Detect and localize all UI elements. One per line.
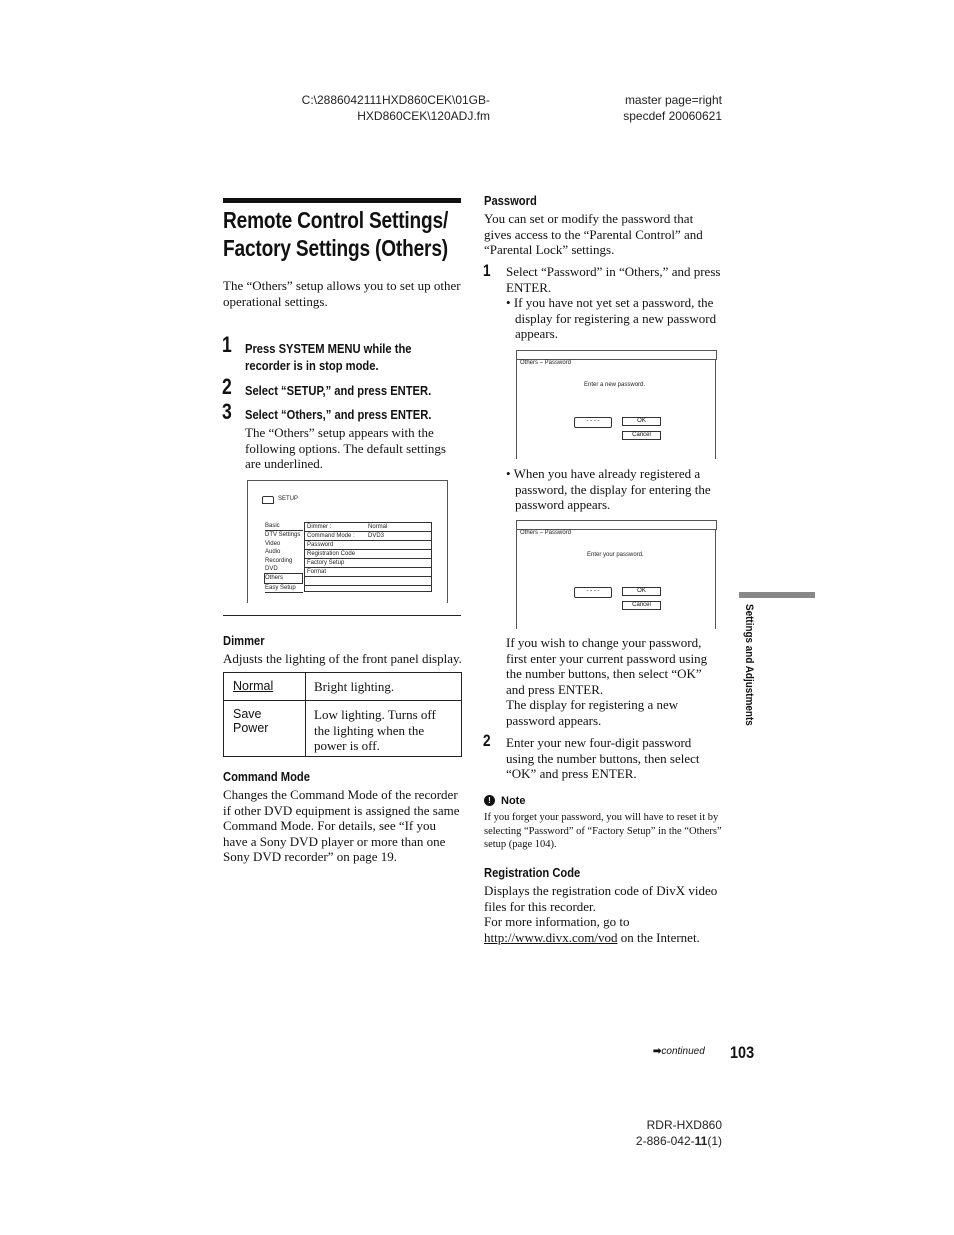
part-code (560, 1133, 722, 1149)
bullet1-text: If you have not yet set a password, the display for registering a new password appears. (513, 295, 717, 342)
command-mode-heading: Command Mode (223, 769, 310, 784)
master-line1: master page=right (624, 93, 722, 107)
registration-more (484, 914, 716, 945)
step-number: 2 (222, 374, 232, 399)
change-password-text2: The display for registering a new password appears. (506, 697, 679, 728)
setup-options (304, 522, 432, 592)
password-entry-field[interactable] (574, 417, 612, 428)
cancel-button[interactable]: Cancel (622, 601, 661, 610)
section-rule (223, 615, 461, 616)
file-path-line1: C:\2886042111HXD860CEK\01GB- (301, 93, 490, 107)
password-heading: Password (484, 193, 537, 208)
step-text: Select “Others,” and press ENTER. (245, 407, 432, 422)
option-blank (305, 577, 431, 586)
page-title (223, 206, 448, 262)
step3-detail: The “Others” setup appears with the following options. The default settings are underlined. (245, 425, 446, 472)
password-entry-field[interactable] (574, 587, 612, 598)
title-rule (223, 198, 461, 203)
ok-button[interactable]: OK (622, 417, 661, 426)
note-label: Note (501, 795, 526, 807)
side-tab-bar (739, 592, 815, 598)
menu-item-video: Video (265, 540, 281, 547)
registration-desc: Displays the registration code of DivX video files for this recorder. (484, 883, 718, 914)
password-dialog-new (516, 350, 716, 460)
password-step1: Select “Password” in “Others,” and press ENTER. (506, 264, 721, 295)
side-tab (743, 604, 757, 734)
step-text: Press SYSTEM MENU while the recorder is in stop mode. (245, 341, 412, 373)
intro-text: The “Others” setup allows you to set up other operational settings. (223, 278, 461, 309)
step-number: 1 (483, 261, 491, 280)
registration-heading: Registration Code (484, 865, 581, 880)
dialog-prompt: Enter your password. (587, 552, 644, 558)
code-suffix: (1) (707, 1134, 722, 1148)
option-command-value: DVD3 (368, 533, 385, 539)
dimmer-table (223, 672, 462, 757)
password-dialog-enter (516, 520, 716, 630)
desc-cell: Low lighting. Turns off the lighting when the power is off. (306, 701, 462, 757)
continued-label (653, 1046, 705, 1057)
password-entry-value: - - - - (586, 418, 600, 424)
menu-item-dvd: DVD (265, 566, 278, 573)
option-factory: Factory Setup (305, 559, 431, 568)
file-path (240, 92, 490, 124)
divx-link[interactable]: http://www.divx.com/vod (484, 929, 618, 945)
option-format: Format (305, 568, 431, 577)
command-mode-desc: Changes the Command Mode of the recorder if other DVD equipment is assigned the same Command Mode. For details, see “If you have a Sony DVD player or more than one Sony DVD recorder” on page 19. (223, 787, 460, 865)
model-number: RDR-HXD860 (646, 1118, 722, 1132)
step-number: 2 (483, 731, 491, 750)
password-entry-value: - - - - (586, 588, 600, 594)
option-dimmer-value: Normal (368, 524, 388, 530)
continued-text: continued (661, 1046, 705, 1057)
password-bullet2: • When you have already registered a password, the display for entering the password appears. (506, 466, 711, 513)
dialog-left-border (516, 529, 517, 629)
title-line2: Factory Settings (Others) (223, 235, 448, 261)
menu-item-audio: Audio (265, 549, 281, 556)
more-suffix: on the Internet. (617, 929, 700, 945)
desc-cell: Bright lighting. (306, 673, 462, 701)
step-number: 3 (222, 399, 232, 424)
ok-button[interactable]: OK (622, 587, 661, 596)
option-save-power: Save Power (233, 707, 269, 735)
arrow-right-icon: ➡ (653, 1046, 662, 1057)
table-row (224, 673, 462, 701)
option-command-label: Command Mode : (307, 533, 355, 539)
option-command-mode (305, 532, 431, 541)
cancel-button[interactable]: Cancel (622, 431, 661, 440)
file-path-line2: HXD860CEK\120ADJ.fm (357, 109, 490, 123)
bullet2-text: When you have already registered a password, the display for entering the password appears. (513, 466, 711, 513)
step-number: 1 (222, 332, 232, 357)
option-dimmer (305, 523, 431, 532)
password-bullet1: • If you have not yet set a password, the display for registering a new password appears. (506, 295, 717, 342)
menu-item-basic: Basic (265, 522, 303, 531)
master-page-info (560, 92, 722, 124)
option-normal: Normal (233, 679, 274, 693)
page-number: 103 (730, 1043, 755, 1062)
option-password: Password (305, 541, 431, 550)
dialog-title: Others – Password (520, 530, 572, 536)
dialog-right-border (715, 529, 716, 629)
dialog-right-border (715, 359, 716, 459)
note-text: If you forget your password, you will have to reset it by selecting “Password” of “Factory Setup” in the “Others” setup (page 104). (484, 812, 722, 850)
toolbox-icon (262, 496, 274, 504)
dialog-title: Others – Password (520, 360, 572, 366)
side-tab-label: Settings and Adjustments (743, 604, 755, 726)
dimmer-desc: Adjusts the lighting of the front panel display. (223, 651, 462, 666)
master-line2: specdef 20060621 (623, 109, 722, 123)
option-registration: Registration Code (305, 550, 431, 559)
setup-menu (265, 522, 303, 593)
step-text: Select “SETUP,” and press ENTER. (245, 383, 432, 398)
dimmer-heading: Dimmer (223, 633, 265, 648)
title-line1: Remote Control Settings/ (223, 207, 449, 233)
table-row (224, 701, 462, 757)
code-prefix: 2-886-042- (635, 1134, 695, 1148)
code-bold: 11 (694, 1134, 708, 1148)
setup-screen (247, 480, 448, 603)
dialog-titlebar (516, 520, 717, 536)
note-icon: ! (484, 795, 495, 806)
setup-title: SETUP (278, 496, 299, 502)
option-dimmer-label: Dimmer : (307, 524, 332, 530)
menu-item-dtv: DTV Settings (265, 532, 301, 539)
dialog-prompt: Enter a new password. (584, 382, 646, 388)
menu-item-easy-setup: Easy Setup (265, 584, 303, 593)
option-cell (224, 673, 306, 701)
dialog-titlebar (516, 350, 717, 366)
menu-item-others: Others (264, 573, 303, 583)
dialog-left-border (516, 359, 517, 459)
change-password-text: If you wish to change your password, first enter your current password using the number buttons, then select “OK” and press ENTER. (506, 635, 708, 697)
password-step2: Enter your new four-digit password using the number buttons, then select “OK” and press ENTER. (506, 735, 700, 782)
password-desc: You can set or modify the password that gives access to the “Parental Control” and “Parental Lock” settings. (484, 211, 703, 258)
menu-item-recording: Recording (265, 557, 293, 564)
more-prefix: For more information, go to (484, 914, 630, 929)
option-cell (224, 701, 306, 757)
